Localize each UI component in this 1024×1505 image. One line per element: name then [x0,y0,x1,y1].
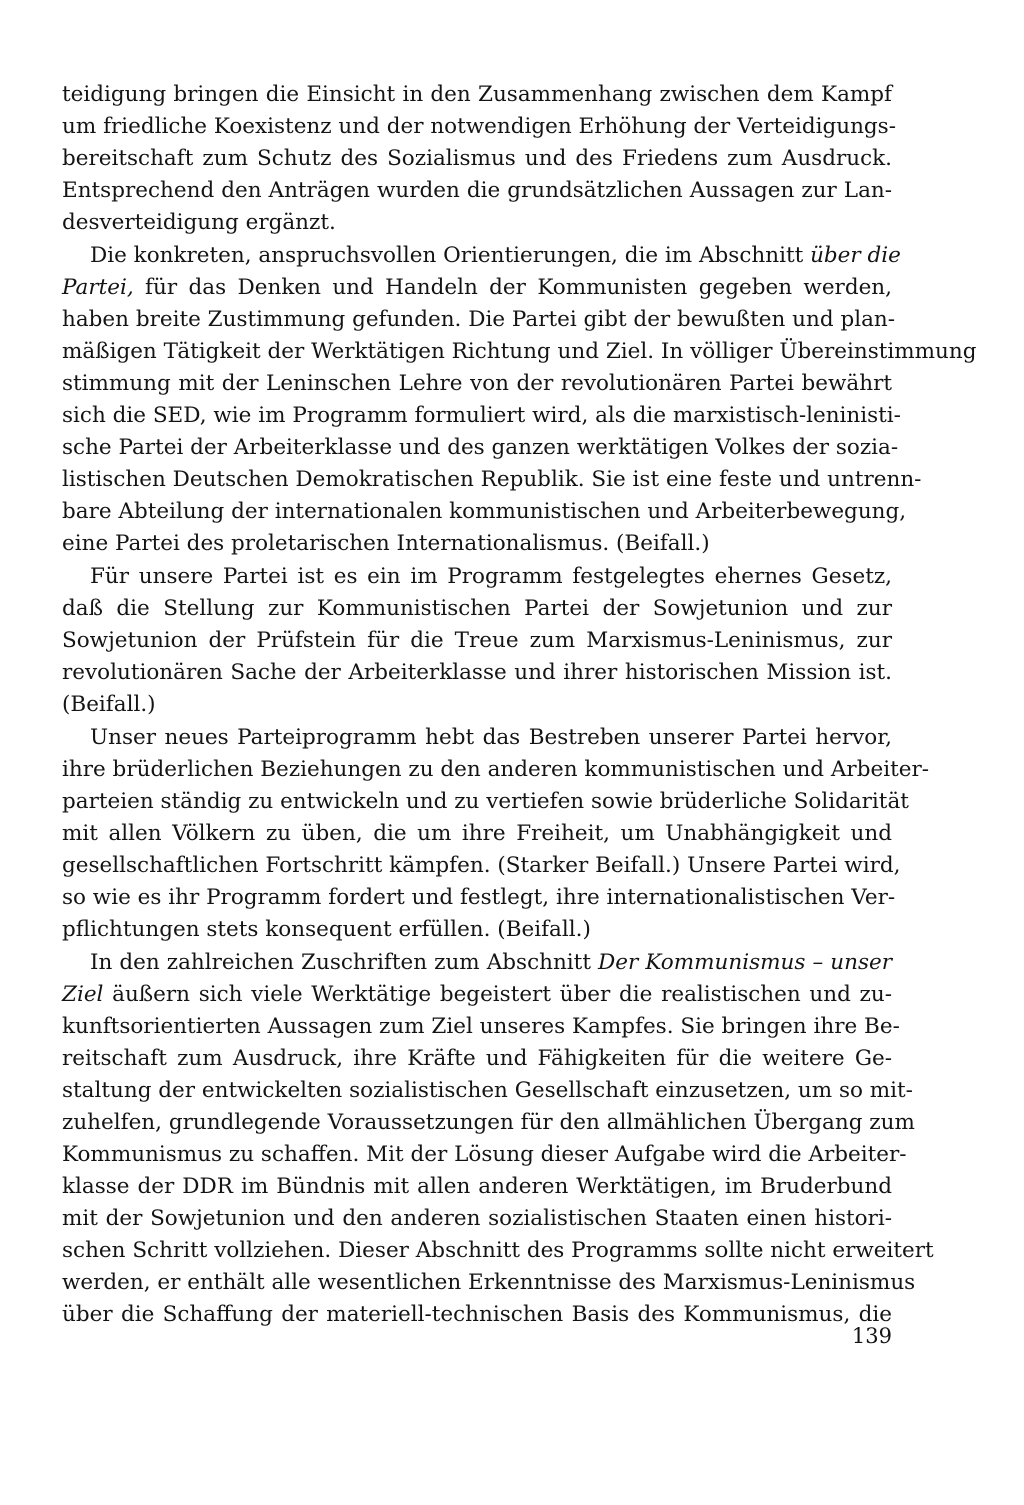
text-line: listischen Deutschen Demokratischen Republik. Sie ist eine feste und untrenn- [62,467,922,492]
text-line: so wie es ihr Programm fordert und festlegt, ihre internationalistischen Ver- [62,885,896,910]
text-line: bereitschaft zum Schutz des Sozialismus und des Friedens zum Ausdruck. [62,146,892,171]
text-line: Kommunismus zu schaffen. Mit der Lösung dieser Aufgabe wird die Arbeiter- [62,1142,907,1167]
italic-reference: Partei, [62,275,134,300]
text-line: daß die Stellung zur Kommunistischen Partei der Sowjetunion und zur [62,596,892,621]
italic-reference: Ziel [62,982,104,1007]
text-line: teidigung bringen die Einsicht in den Zusammenhang zwischen dem Kampf [62,82,892,107]
text-line: klasse der DDR im Bündnis mit allen anderen Werktätigen, im Bruderbund [62,1174,892,1199]
text-line: kunftsorientierten Aussagen zum Ziel unseres Kampfes. Sie bringen ihre Be- [62,1014,900,1039]
text-line: Sowjetunion der Prüfstein für die Treue zum Marxismus-Leninismus, zur [62,628,892,653]
text-run: äußern sich viele Werktätige begeistert über die realistischen und zu- [103,982,892,1007]
text-line: zuhelfen, grundlegende Voraussetzungen für den allmählichen Übergang zum [62,1110,915,1135]
text-line: haben breite Zustimmung gefunden. Die Partei gibt der bewußten und plan- [62,307,896,332]
text-line: desverteidigung ergänzt. [62,210,336,235]
text-line: reitschaft zum Ausdruck, ihre Kräfte und Fähigkeiten für die weitere Ge- [62,1046,892,1071]
text-line: mäßigen Tätigkeit der Werktätigen Richtung und Ziel. In völliger Übereinstimmung [62,339,977,364]
text-line: (Beifall.) [62,692,156,717]
text-line: sich die SED, wie im Programm formuliert wird, als die marxistisch-leninisti- [62,403,901,428]
text-run: In den zahlreichen Zuschriften zum Abschnitt [90,950,599,975]
text-line: mit allen Völkern zu üben, die um ihre Freiheit, um Unabhängigkeit und [62,821,892,846]
text-line: Unser neues Parteiprogramm hebt das Bestreben unserer Partei hervor, [90,725,892,750]
text-line: pflichtungen stets konsequent erfüllen. (Beifall.) [62,917,591,942]
text-line: um friedliche Koexistenz und der notwendigen Erhöhung der Verteidigungs- [62,114,896,139]
text-line: bare Abteilung der internationalen kommunistischen und Arbeiterbewegung, [62,499,907,524]
text-line: Für unsere Partei ist es ein im Programm festgelegtes ehernes Gesetz, [90,564,892,589]
italic-reference: über die [810,243,901,268]
text-line: parteien ständig zu entwickeln und zu vertiefen sowie brüderliche Solidarität [62,789,909,814]
text-line [62,272,892,304]
text-line: mit der Sowjetunion und den anderen sozialistischen Staaten einen histori- [62,1206,892,1231]
text-line: gesellschaftlichen Fortschritt kämpfen. (Starker Beifall.) Unsere Partei wird, [62,853,901,878]
text-line: ihre brüderlichen Beziehungen zu den anderen kommunistischen und Arbeiter- [62,757,929,782]
text-run: für das Denken und Handeln der Kommunisten gegeben werden, [133,275,892,300]
page-number: 139 [851,1324,892,1348]
text-line: eine Partei des proletarischen Internationalismus. (Beifall.) [62,531,710,556]
text-line [90,947,892,979]
text-line: Entsprechend den Anträgen wurden die grundsätzlichen Aussagen zur Lan- [62,178,892,203]
text-line: schen Schritt vollziehen. Dieser Abschnitt des Programms sollte nicht erweitert [62,1238,934,1263]
text-line [62,979,892,1011]
text-line: über die Schaffung der materiell-technischen Basis des Kommunismus, die [62,1302,892,1327]
text-run: Die konkreten, anspruchsvollen Orientierungen, die im Abschnitt [90,243,811,268]
text-line: werden, er enthält alle wesentlichen Erkenntnisse des Marxismus-Leninismus [62,1270,916,1295]
text-line [90,240,901,272]
text-line: staltung der entwickelten sozialistischen Gesellschaft einzusetzen, um so mit- [62,1078,913,1103]
text-line: sche Partei der Arbeiterklasse und des ganzen werktätigen Volkes der sozia- [62,435,899,460]
text-line: revolutionären Sache der Arbeiterklasse und ihrer historischen Mission ist. [62,660,892,685]
text-line: stimmung mit der Leninschen Lehre von der revolutionären Partei bewährt [62,371,892,396]
italic-reference: Der Kommunismus – unser [598,950,892,975]
